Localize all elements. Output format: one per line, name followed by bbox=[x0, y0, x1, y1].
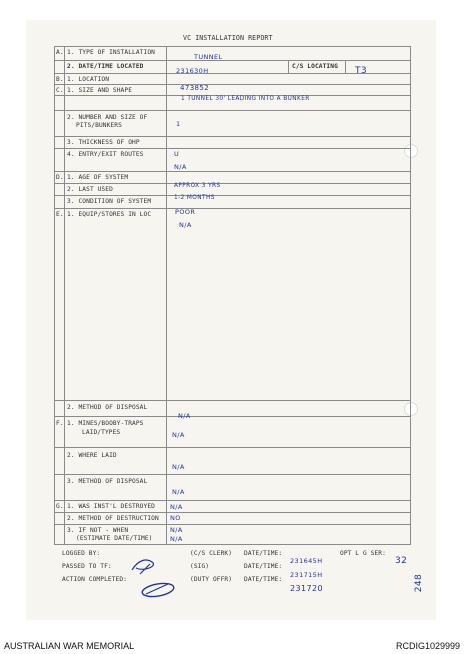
grid-cs-divider bbox=[288, 60, 289, 73]
value-date-time-located: 231630H bbox=[176, 67, 209, 75]
label-date-time-action: DATE/TIME: bbox=[244, 576, 283, 583]
value-cs-locating: T3 bbox=[355, 66, 368, 76]
grid-right-border bbox=[410, 46, 411, 544]
record-id: RCDIG1029999 bbox=[395, 641, 460, 651]
label-date-time-passed: DATE/TIME: bbox=[244, 563, 283, 570]
value-if-not-when-2: N/A bbox=[170, 535, 183, 543]
label-entry-exit-routes: 4. ENTRY/EXIT ROUTES bbox=[67, 151, 144, 158]
value-size-and-shape: 1 TUNNEL 30' LEADING INTO A BUNKER bbox=[181, 96, 310, 102]
label-laid-types: LAID/TYPES bbox=[82, 429, 121, 436]
section-letter-a: A. bbox=[56, 49, 64, 56]
value-location: 473852 bbox=[180, 84, 210, 92]
hline bbox=[54, 183, 411, 184]
value-last-used: APPROX 3 YRS bbox=[174, 183, 221, 189]
label-where-laid: 2. WHERE LAID bbox=[67, 452, 117, 459]
label-age-of-system: 1. AGE OF SYSTEM bbox=[67, 174, 129, 181]
section-letter-f: F. bbox=[56, 420, 64, 427]
value-method-of-destruction: NO bbox=[170, 514, 181, 522]
hline bbox=[54, 400, 411, 401]
label-last-used: 2. LAST USED bbox=[67, 186, 113, 193]
hline bbox=[54, 46, 411, 47]
hline bbox=[54, 544, 411, 545]
hline bbox=[54, 195, 411, 196]
label-size-and-shape: 1. SIZE AND SHAPE bbox=[67, 87, 133, 94]
label-estimate-date-time: (ESTIMATE DATE/TIME) bbox=[76, 535, 153, 542]
label-mines-booby-traps: 1. MINES/BOOBY-TRAPS bbox=[67, 420, 144, 427]
label-equip-stores: 1. EQUIP/STORES IN LOC bbox=[67, 211, 152, 218]
value-type-of-installation: TUNNEL bbox=[194, 53, 223, 61]
label-location: 1. LOCATION bbox=[67, 76, 110, 83]
hline bbox=[54, 208, 411, 209]
report-title: VC INSTALLATION REPORT bbox=[183, 34, 273, 42]
grid-cs-divider2 bbox=[345, 60, 346, 73]
section-letter-e: E. bbox=[56, 211, 64, 218]
hline bbox=[54, 110, 411, 111]
value-entry-exit-routes: U bbox=[174, 150, 180, 158]
value-number-of-pits: 1 bbox=[176, 120, 181, 128]
label-method-of-disposal-e: 2. METHOD OF DISPOSAL bbox=[67, 404, 148, 411]
value-was-instl-destroyed: N/A bbox=[170, 503, 183, 511]
hline bbox=[54, 136, 411, 137]
label-date-time-located: 2. DATE/TIME LOCATED bbox=[67, 63, 144, 70]
value-passed-date-time: 231715H bbox=[290, 571, 323, 579]
label-logged-by: LOGGED BY: bbox=[62, 550, 101, 557]
grid-letter-divider bbox=[64, 46, 65, 544]
value-action-date-time: 231720 bbox=[290, 584, 323, 593]
label-passed-to-tf: PASSED TO TF: bbox=[62, 563, 112, 570]
label-action-completed: ACTION COMPLETED: bbox=[62, 576, 128, 583]
hline bbox=[54, 512, 411, 513]
label-opt-log-ser: OPT L G SER: bbox=[340, 550, 386, 557]
label-cs-clerk: (C/S CLERK) bbox=[190, 550, 233, 557]
label-thickness-of-ohp: 3. THICKNESS OF OHP bbox=[67, 139, 140, 146]
punch-hole-bottom bbox=[404, 402, 418, 416]
value-entry-exit-routes-2: N/A bbox=[174, 163, 187, 171]
label-date-time-logged: DATE/TIME: bbox=[244, 550, 283, 557]
hline bbox=[54, 416, 411, 417]
value-opt-log-ser: 32 bbox=[395, 556, 408, 566]
section-letter-g: G. bbox=[56, 503, 64, 510]
hline bbox=[54, 171, 411, 172]
label-number-and-size: 2. NUMBER AND SIZE OF bbox=[67, 114, 148, 121]
hline bbox=[54, 148, 411, 149]
section-letter-d: D. bbox=[56, 174, 64, 181]
label-sig: (SIG) bbox=[190, 563, 210, 570]
hline bbox=[54, 84, 411, 85]
label-cs-locating: C/S LOCATING bbox=[292, 63, 338, 70]
value-logged-date-time: 231645H bbox=[290, 557, 323, 565]
value-mines-booby-traps: N/A bbox=[172, 431, 185, 439]
hline bbox=[54, 447, 411, 448]
value-method-of-disposal-f: N/A bbox=[172, 488, 185, 496]
section-letter-c: C. bbox=[56, 87, 64, 94]
side-note: 248 bbox=[414, 573, 425, 593]
label-was-instl-destroyed: 1. WAS INST'L DESTROYED bbox=[67, 503, 155, 510]
section-letter-b: B. bbox=[56, 76, 64, 83]
signature-action-icon bbox=[138, 580, 178, 600]
hline bbox=[54, 500, 411, 501]
label-if-not-when: 3. IF NOT - WHEN bbox=[67, 527, 129, 534]
label-method-of-disposal-f: 3. METHOD OF DISPOSAL bbox=[67, 478, 148, 485]
label-method-of-destruction: 2. METHOD OF DESTRUCTION bbox=[67, 515, 159, 522]
value-where-laid: N/A bbox=[172, 463, 185, 471]
value-equip-stores: POOR bbox=[175, 208, 196, 216]
label-condition-of-system: 3. CONDITION OF SYSTEM bbox=[67, 198, 152, 205]
hline bbox=[54, 524, 411, 525]
value-equip-stores-2: N/A bbox=[179, 221, 192, 229]
value-condition-of-system: 1-2 MONTHS bbox=[174, 195, 215, 201]
hline bbox=[54, 474, 411, 475]
value-if-not-when: N/A bbox=[170, 526, 183, 534]
hline bbox=[54, 60, 411, 61]
grid-left-border bbox=[54, 46, 55, 544]
attribution: AUSTRALIAN WAR MEMORIAL bbox=[4, 641, 135, 651]
punch-hole-top bbox=[404, 144, 418, 158]
signature-passed-icon bbox=[130, 556, 160, 578]
label-pits-bunkers: PITS/BUNKERS bbox=[76, 122, 122, 129]
value-method-of-disposal-e: N/A bbox=[178, 412, 191, 420]
label-type-of-installation: 1. TYPE OF INSTALLATION bbox=[67, 49, 155, 56]
grid-label-divider bbox=[166, 46, 167, 544]
label-duty-offr: (DUTY OFFR) bbox=[190, 576, 233, 583]
